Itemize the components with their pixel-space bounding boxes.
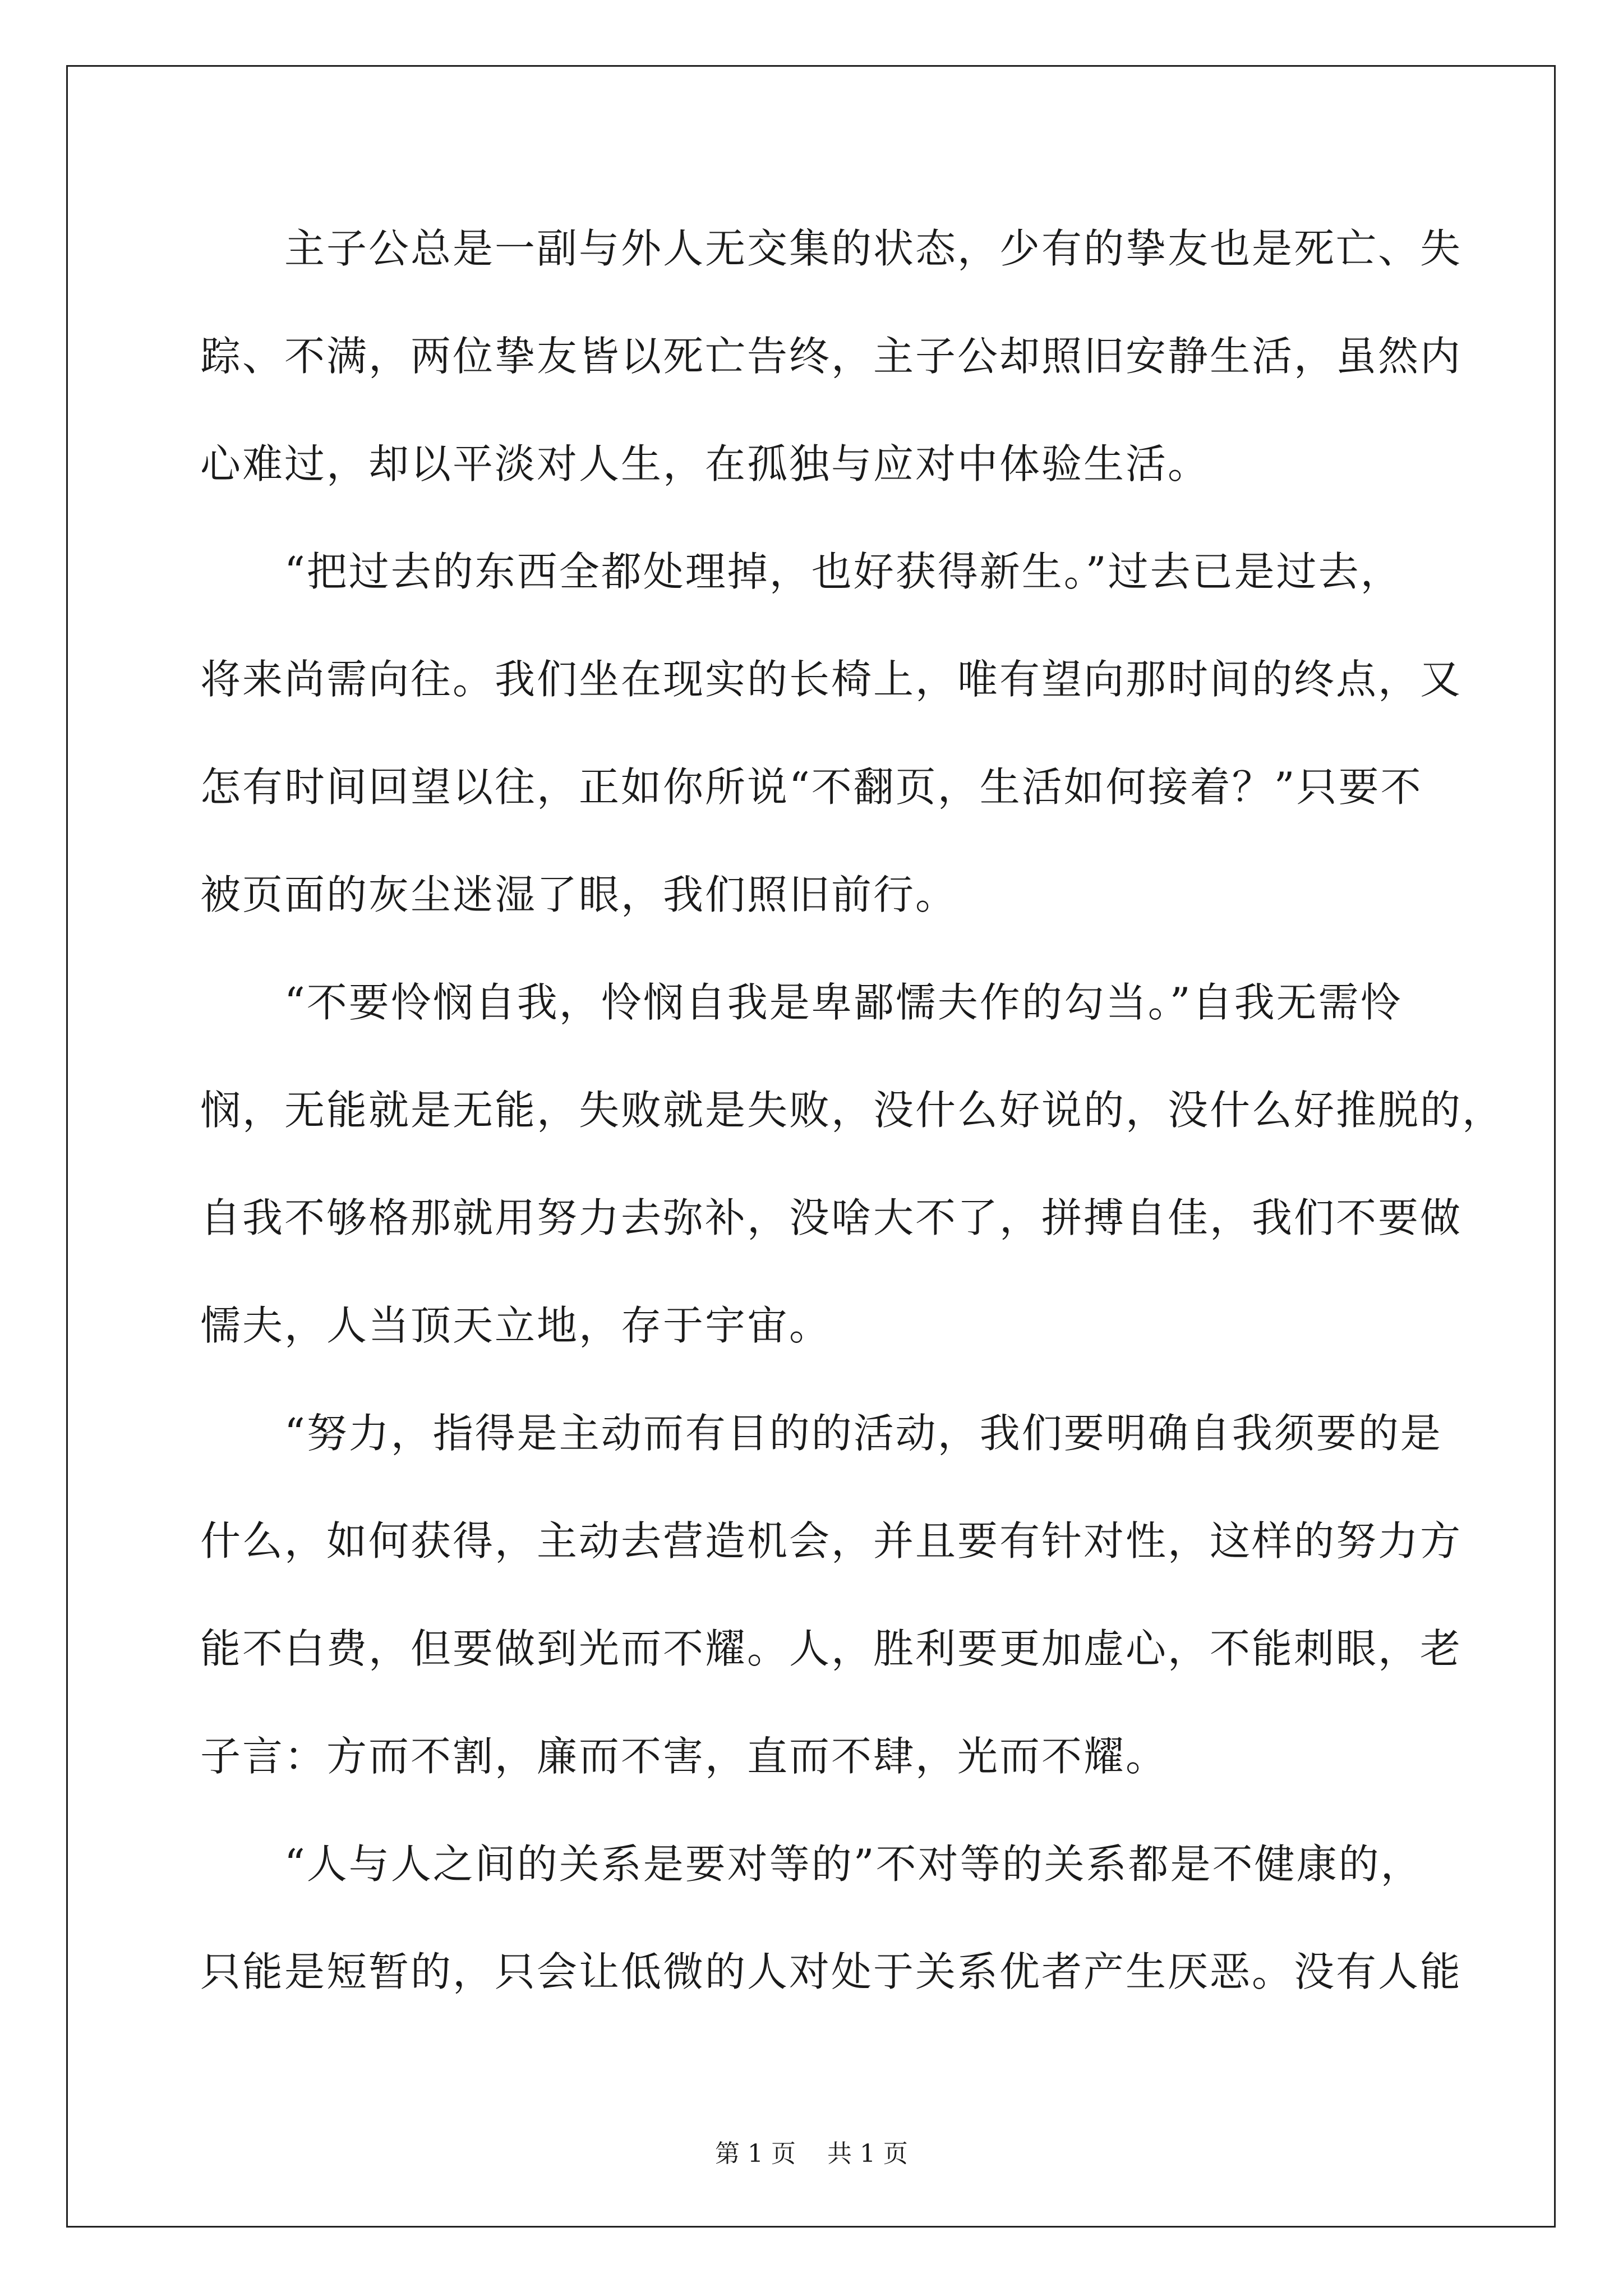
page-number-footer: 第 1 页 共 1 页 <box>715 2139 908 2168</box>
text-line: “不要怜悯自我，怜悯自我是卑鄙懦夫作的勾当。”自我无需怜 <box>284 979 1403 1026</box>
text-line: 怎有时间回望以往，正如你所说“不翻页，生活如何接着？”只要不 <box>200 763 1423 811</box>
text-line: 子言：方而不割，廉而不害，直而不肆，光而不耀。 <box>200 1733 1168 1780</box>
text-line: 心难过，却以平淡对人生，在孤独与应对中体验生活。 <box>200 440 1210 487</box>
text-line: “把过去的东西全都处理掉，也好获得新生。”过去已是过去， <box>284 548 1403 595</box>
document-body <box>200 216 1505 2047</box>
text-line: 什么，如何获得，主动去营造机会，并且要有针对性，这样的努力方 <box>200 1517 1463 1565</box>
text-line: 能不白费，但要做到光而不耀。人，胜利要更加虚心，不能刺眼，老 <box>200 1625 1463 1672</box>
text-line: “人与人之间的关系是要对等的”不对等的关系都是不健康的， <box>284 1841 1423 1888</box>
text-line: “努力，指得是主动而有目的的活动，我们要明确自我须要的是 <box>284 1410 1442 1457</box>
text-line: 踪、不满，两位挚友皆以死亡告终，主子公却照旧安静生活，虽然内 <box>200 333 1463 380</box>
text-line: 懦夫，人当顶天立地，存于宇宙。 <box>200 1302 832 1349</box>
text-line: 悯，无能就是无能，失败就是失败，没什么好说的，没什么好推脱的， <box>200 1087 1505 1134</box>
text-line: 自我不够格那就用努力去弥补，没啥大不了，拼搏自佳，我们不要做 <box>200 1194 1463 1241</box>
text-line: 被页面的灰尘迷湿了眼，我们照旧前行。 <box>200 871 958 918</box>
text-line: 主子公总是一副与外人无交集的状态，少有的挚友也是死亡、失 <box>284 225 1463 272</box>
text-line: 只能是短暂的，只会让低微的人对处于关系优者产生厌恶。没有人能 <box>200 1948 1463 1995</box>
text-line: 将来尚需向往。我们坐在现实的长椅上，唯有望向那时间的终点，又 <box>200 656 1463 703</box>
